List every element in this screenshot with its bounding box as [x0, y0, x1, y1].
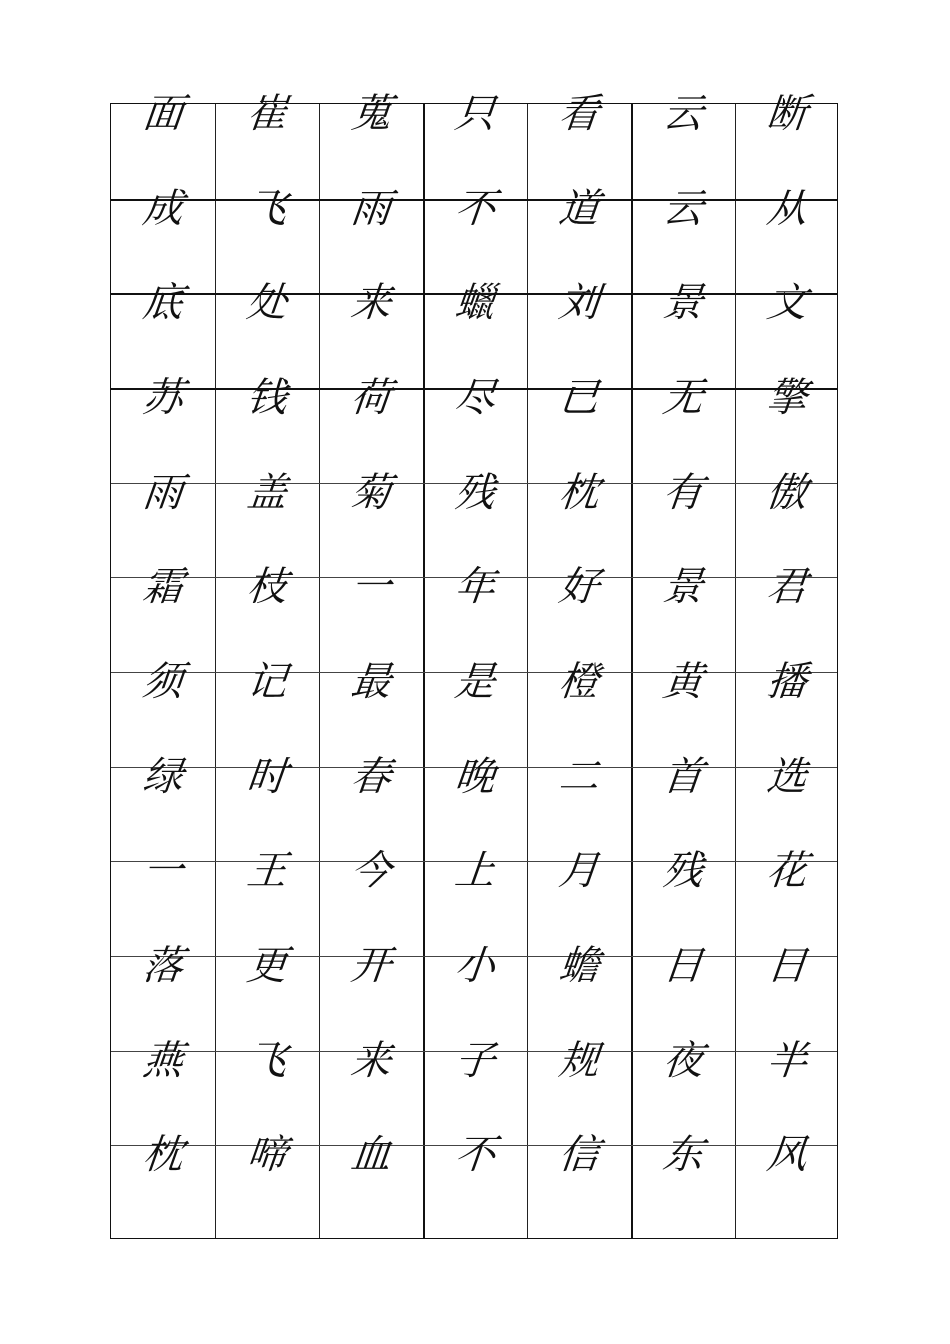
handwritten-character: 苏 — [140, 375, 186, 421]
handwritten-character: 最 — [348, 659, 394, 706]
handwritten-character: 信 — [556, 1132, 602, 1179]
handwritten-character: 开 — [348, 943, 394, 990]
handwritten-character: 枕 — [556, 469, 602, 516]
handwritten-character: 血 — [348, 1132, 394, 1179]
handwritten-character: 霜 — [140, 564, 186, 611]
handwritten-character: 规 — [556, 1037, 602, 1084]
handwritten-character: 崔 — [244, 91, 290, 137]
handwritten-character: 断 — [764, 91, 810, 137]
handwritten-character: 首 — [660, 753, 706, 800]
handwritten-character: 小 — [452, 943, 498, 990]
handwritten-character: 播 — [764, 659, 810, 706]
handwritten-character: 东 — [660, 1132, 706, 1179]
handwritten-character: 日 — [660, 943, 706, 990]
handwritten-character: 橙 — [556, 659, 602, 706]
handwritten-character: 夜 — [660, 1037, 706, 1084]
handwritten-character: 风 — [764, 1132, 810, 1179]
handwritten-character: 选 — [764, 753, 810, 800]
handwritten-character: 道 — [556, 185, 602, 232]
handwritten-character: 子 — [452, 1037, 498, 1084]
handwritten-character: 只 — [452, 91, 498, 137]
handwritten-character: 枝 — [244, 564, 290, 611]
handwritten-character: 从 — [764, 185, 810, 232]
handwritten-character: 残 — [660, 848, 706, 895]
handwritten-character: 春 — [348, 753, 394, 800]
handwritten-character: 已 — [556, 375, 602, 421]
handwritten-character: 黄 — [660, 659, 706, 706]
handwritten-character: 盖 — [244, 469, 290, 516]
handwritten-character: 刘 — [556, 280, 602, 327]
handwritten-character: 好 — [556, 564, 602, 611]
handwritten-character: 看 — [556, 91, 602, 137]
handwritten-character: 荷 — [348, 375, 394, 421]
handwritten-character: 文 — [764, 280, 810, 327]
handwritten-character: 底 — [140, 280, 186, 327]
handwritten-character: 燕 — [140, 1037, 186, 1084]
handwritten-character: 残 — [452, 469, 498, 516]
handwritten-character: 年 — [452, 564, 498, 611]
handwritten-character: 傲 — [764, 469, 810, 516]
handwritten-character: 日 — [764, 943, 810, 990]
handwritten-character: 上 — [452, 848, 498, 895]
handwritten-character: 二 — [556, 753, 602, 800]
handwritten-character: 飞 — [244, 1037, 290, 1084]
handwritten-character: 记 — [244, 659, 290, 706]
handwritten-character: 飞 — [244, 185, 290, 232]
handwritten-character: 绿 — [140, 753, 186, 800]
handwritten-character: 王 — [244, 848, 290, 895]
handwritten-character: 雨 — [348, 185, 394, 232]
handwritten-character: 一 — [140, 848, 186, 895]
handwritten-character: 擎 — [764, 375, 810, 421]
calligraphy-grid — [110, 91, 838, 1239]
handwritten-character: 今 — [348, 848, 394, 895]
handwritten-character: 钱 — [244, 375, 290, 421]
handwritten-character: 不 — [452, 185, 498, 232]
handwritten-character: 是 — [452, 659, 498, 706]
handwritten-character: 云 — [660, 91, 706, 137]
handwritten-character: 一 — [348, 564, 394, 611]
handwritten-character: 云 — [660, 185, 706, 232]
handwritten-character: 尽 — [452, 375, 498, 421]
handwritten-character: 不 — [452, 1132, 498, 1179]
handwritten-character: 成 — [140, 185, 186, 232]
handwritten-character: 更 — [244, 943, 290, 990]
handwritten-character: 来 — [348, 280, 394, 327]
handwritten-character: 须 — [140, 659, 186, 706]
handwritten-character: 无 — [660, 375, 706, 421]
handwritten-character: 时 — [244, 753, 290, 800]
handwritten-character: 菊 — [348, 469, 394, 516]
handwritten-character: 蟾 — [556, 943, 602, 990]
handwritten-character: 蒐 — [348, 91, 394, 137]
handwritten-character: 君 — [764, 564, 810, 611]
handwritten-character: 来 — [348, 1037, 394, 1084]
handwritten-character: 有 — [660, 469, 706, 516]
handwritten-character: 处 — [244, 280, 290, 327]
handwritten-character: 落 — [140, 943, 186, 990]
handwritten-character: 景 — [660, 280, 706, 327]
handwritten-character: 半 — [764, 1037, 810, 1084]
handwritten-character: 景 — [660, 564, 706, 611]
handwritten-character: 面 — [140, 91, 186, 137]
handwritten-character: 晚 — [452, 753, 498, 800]
handwritten-character: 月 — [556, 848, 602, 895]
handwritten-character: 花 — [764, 848, 810, 895]
handwritten-character: 雨 — [140, 469, 186, 516]
handwritten-character: 蠟 — [452, 280, 498, 327]
handwritten-character: 啼 — [244, 1132, 290, 1179]
handwritten-character: 枕 — [140, 1132, 186, 1179]
